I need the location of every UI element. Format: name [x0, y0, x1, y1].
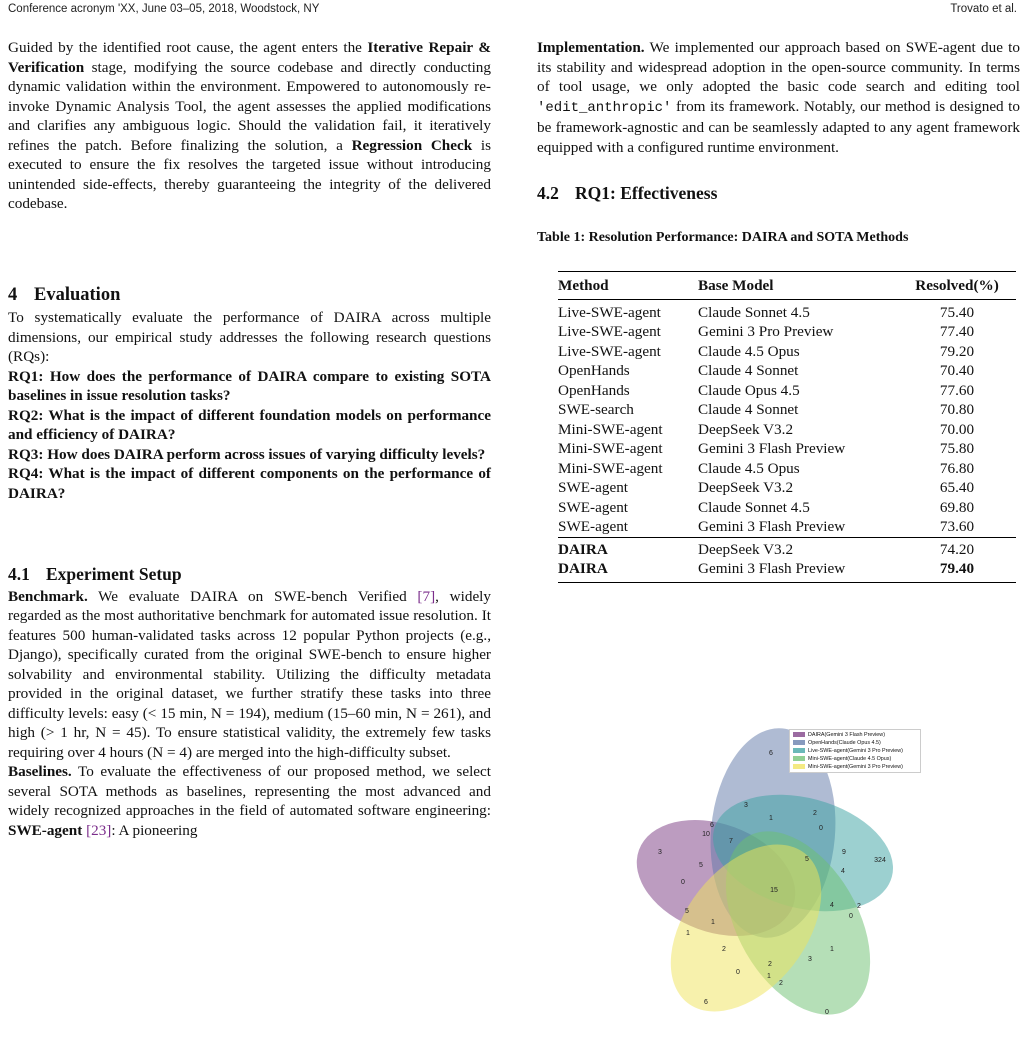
resolved-cell: 74.20 [898, 537, 1016, 559]
resolved-cell: 70.00 [939, 420, 975, 438]
method-cell: OpenHands [558, 381, 630, 399]
venn-count-label: 0 [681, 879, 685, 886]
venn-count-label: 6 [704, 999, 708, 1006]
rq3: RQ3: How does DAIRA perform across issues of varying difficulty levels? [8, 445, 486, 463]
right-column [537, 38, 1020, 583]
legend-label: Mini-SWE-agent(Claude 4.5 Opus) [808, 756, 892, 762]
resolved-cell: 77.60 [939, 381, 975, 399]
legend-swatch [793, 748, 805, 753]
benchmark-paragraph: Benchmark. We evaluate DAIRA on SWE-bench Verified [7], widely regarded as the most authoritative benchmark for automated issue resolution. It features 500 human-validated tasks across 12 popular Python projects (e.g., Django), specifically curated from the original SWE-bench to ensure higher solvability and environmental stability. Utilizing the difficulty metadata provided in the original dataset, we further stratify these tasks into three difficulty levels: easy (< 15 min, N = 194), medium (15–60 min, N = 261), and high (> 1 hr, N = 45). To ensure statistical validity, the extremely few tasks requiring over 4 hours (N = 4) are merged into the high-difficulty subset. [8, 587, 491, 761]
resolved-cell: 73.60 [939, 518, 975, 535]
resolved-cell: 79.20 [939, 342, 975, 360]
legend-swatch [793, 764, 805, 769]
venn-count-label: 3 [808, 956, 812, 963]
resolved-cell: 76.80 [939, 459, 975, 477]
model-cell: Claude 4.5 Opus [698, 342, 800, 360]
model-cell: Claude 4 Sonnet [698, 362, 799, 379]
venn-count-label: 2 [722, 946, 726, 953]
venn-count-label: 324 [874, 857, 886, 864]
venn-legend [789, 729, 921, 773]
legend-item [793, 748, 903, 755]
method-cell: Mini-SWE-agent [558, 440, 663, 457]
method-cell: Mini-SWE-agent [558, 459, 663, 477]
table-row [558, 498, 1016, 518]
venn-count-label: 5 [805, 856, 809, 863]
model-cell: Claude Sonnet 4.5 [698, 303, 810, 321]
model-cell: DeepSeek V3.2 [698, 479, 794, 496]
rq2: RQ2: What is the impact of different foundation models on performance and efficiency of DAIRA? [8, 406, 491, 443]
rq1: RQ1: How does the performance of DAIRA compare to existing SOTA baselines in issue resolution tasks? [8, 367, 491, 404]
model-cell: Claude Opus 4.5 [698, 381, 800, 399]
table-row [558, 322, 1016, 342]
citation-23[interactable]: [23] [82, 821, 112, 839]
results-table [558, 271, 1016, 583]
legend-label: Mini-SWE-agent(Gemini 3 Pro Preview) [808, 764, 903, 770]
venn-count-label: 2 [779, 980, 783, 987]
resolved-cell: 69.80 [939, 498, 975, 516]
venn-count-label: 5 [685, 908, 689, 915]
citation-7[interactable]: [7] [417, 587, 436, 605]
model-cell: Gemini 3 Flash Preview [698, 440, 846, 457]
table-row [558, 400, 1016, 420]
table-row [558, 299, 1016, 322]
method-cell: DAIRA [558, 537, 698, 559]
venn-count-label: 2 [768, 961, 772, 968]
venn-count-label: 1 [769, 815, 773, 822]
venn-count-label: 0 [819, 825, 823, 832]
venn-count-label: 1 [830, 946, 834, 953]
model-cell: DeepSeek V3.2 [698, 420, 794, 438]
col-header-resolved: Resolved(%) [898, 272, 1016, 300]
venn-count-label: 4 [830, 902, 834, 909]
venn-count-label: 0 [849, 913, 853, 920]
resolved-cell: 70.80 [939, 401, 975, 418]
resolved-cell: 77.40 [939, 323, 975, 340]
model-cell: DeepSeek V3.2 [698, 537, 898, 559]
method-cell: Live-SWE-agent [558, 342, 661, 360]
resolved-cell: 79.40 [898, 559, 1016, 582]
legend-swatch [793, 732, 805, 737]
section-4-2-heading: 4.2 RQ1: Effectiveness [537, 183, 718, 203]
section-4-heading: 4 Evaluation [8, 284, 121, 305]
method-cell: SWE-agent [558, 518, 629, 535]
table-row [558, 381, 1016, 401]
venn-count-label: 10 [702, 831, 710, 838]
resolved-cell: 65.40 [939, 479, 975, 496]
venn-count-label: 7 [729, 838, 733, 845]
table-row [558, 420, 1016, 440]
resolved-cell: 70.40 [939, 362, 975, 379]
section-4-intro: To systematically evaluate the performance of DAIRA across multiple dimensions, our empirical study addresses the following research questions (RQs): [8, 309, 491, 365]
left-column [8, 38, 491, 840]
model-cell: Gemini 3 Flash Preview [698, 559, 898, 582]
legend-swatch [793, 740, 805, 745]
table-row [558, 361, 1016, 381]
method-cell: SWE-agent [558, 479, 629, 496]
legend-item [793, 764, 903, 771]
table-row [558, 459, 1016, 479]
legend-item [793, 732, 885, 739]
repair-paragraph: Guided by the identified root cause, the agent enters the Iterative Repair & Verification stage, modifying the source codebase and directly conducting dynamic validation within the environment. Empowered to autonomously re-invoke Dynamic Analysis Tool, the agent assesses the applied modifications and clarifies any ambiguous logic. Should the validation fail, it iteratively refines the patch. Before finalizing the solution, a Regression Check is executed to ensure the fix resolves the targeted issue without introducing unintended side-effects, thereby guaranteeing the integrity of the delivered codebase. [8, 39, 491, 212]
table-row [558, 517, 1016, 537]
baselines-paragraph: Baselines. To evaluate the effectiveness of our proposed method, we select several SOTA methods as baselines, representing the most advanced and widely recognized approaches in the field of automated software engineering: SWE-agent [23]: A pioneering [8, 763, 491, 839]
method-cell: Live-SWE-agent [558, 303, 661, 321]
venn-count-label: 6 [769, 750, 773, 757]
table-row [558, 439, 1016, 459]
venn-count-label: 6 [710, 822, 714, 829]
rq4: RQ4: What is the impact of different components on the performance of DAIRA? [8, 465, 491, 502]
legend-swatch [793, 756, 805, 761]
col-header-base-model: Base Model [698, 272, 898, 300]
legend-label: OpenHands(Claude Opus 4.5) [808, 740, 881, 746]
col-header-method: Method [558, 272, 698, 300]
method-cell: OpenHands [558, 362, 630, 379]
venn-count-label: 9 [842, 849, 846, 856]
resolved-cell: 75.80 [939, 440, 975, 457]
venn-count-label: 2 [813, 810, 817, 817]
venn-count-label: 1 [767, 973, 771, 980]
venn-count-label: 1 [711, 919, 715, 926]
table-row [558, 342, 1016, 362]
table-row-daira [558, 537, 1016, 559]
model-cell: Gemini 3 Flash Preview [698, 518, 846, 535]
model-cell: Claude 4.5 Opus [698, 459, 800, 477]
section-4-1-heading: 4.1 Experiment Setup [8, 564, 182, 584]
table-row [558, 478, 1016, 498]
venn-count-label: 0 [736, 969, 740, 976]
method-cell: SWE-agent [558, 498, 629, 516]
method-cell: Live-SWE-agent [558, 323, 661, 340]
venn-count-label: 15 [770, 887, 778, 894]
model-cell: Gemini 3 Pro Preview [698, 323, 834, 340]
implementation-paragraph: Implementation. We implemented our approach based on SWE-agent due to its stability and widespread adoption in the open-source community. In terms of tool usage, we only adopted the basic code search and editing tool 'edit_anthropic' from its framework. Notably, our method is designed to be framework-agnostic and can be seamlessly adapted to any agent framework equipped with a configured runtime environment. [537, 39, 1020, 156]
legend-item [793, 740, 881, 747]
venn-count-label: 5 [699, 862, 703, 869]
legend-label: Live-SWE-agent(Gemini 3 Pro Preview) [808, 748, 903, 754]
table-caption: Table 1: Resolution Performance: DAIRA and SOTA Methods [537, 229, 909, 245]
venn-count-label: 0 [825, 1009, 829, 1016]
venn-count-label: 1 [686, 930, 690, 937]
model-cell: Claude Sonnet 4.5 [698, 498, 810, 516]
table-row-daira [558, 559, 1016, 582]
venn-count-label: 3 [658, 849, 662, 856]
running-header-right: Trovato et al. [950, 3, 1017, 15]
legend-label: DAIRA(Gemini 3 Flash Preview) [808, 732, 885, 738]
method-cell: Mini-SWE-agent [558, 420, 663, 438]
method-cell: DAIRA [558, 559, 698, 582]
resolved-cell: 75.40 [939, 303, 975, 321]
model-cell: Claude 4 Sonnet [698, 401, 799, 418]
venn-count-label: 3 [744, 802, 748, 809]
method-cell: SWE-search [558, 401, 634, 418]
venn-count-label: 4 [841, 868, 845, 875]
legend-item [793, 756, 891, 763]
venn-count-label: 2 [857, 903, 861, 910]
running-header-left: Conference acronym 'XX, June 03–05, 2018, Woodstock, NY [8, 3, 320, 15]
